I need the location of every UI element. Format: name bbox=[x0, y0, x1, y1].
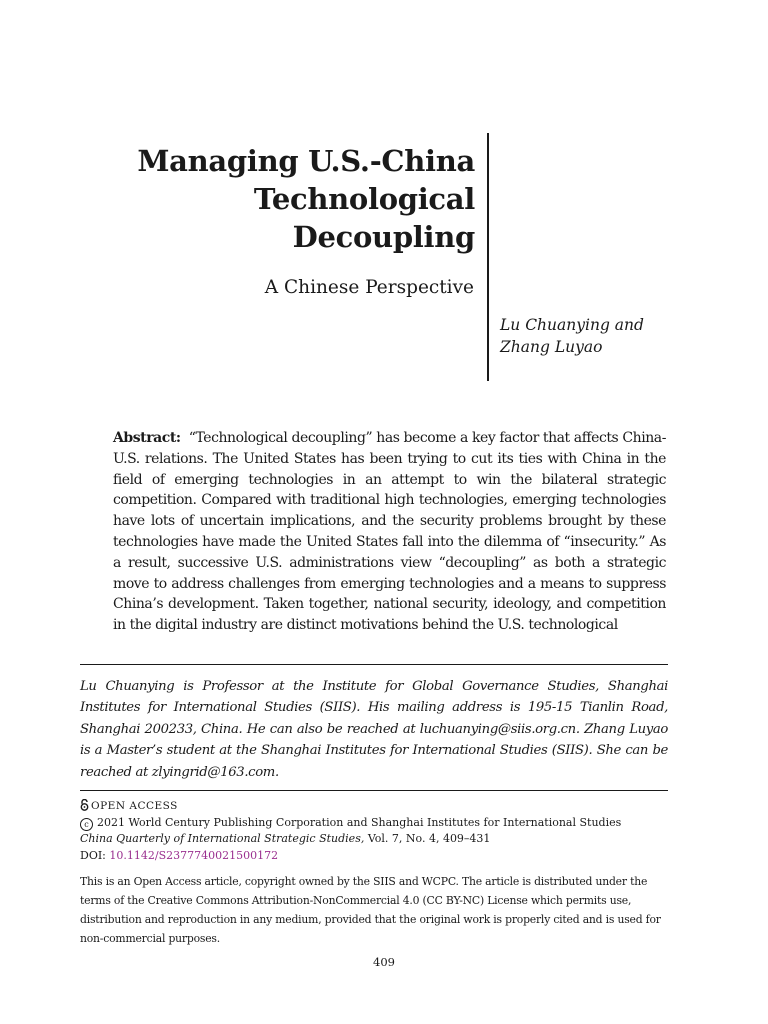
author-bio: Lu Chuanying is Professor at the Institute for Global Governance Studies, Shanghai Institutes for International Studies (SIIS). His mailing address is 195-15 Tianlin Road, Shanghai 200233, China. He can also be reached at luchuanying@siis.org.cn. Zhang Luyao is a Master’s student at the Shanghai Institutes for International Studies (SIIS). She can be reached at zlyingrid@163.com. bbox=[80, 679, 668, 780]
article-subtitle: A Chinese Perspective bbox=[264, 277, 474, 298]
article-authors: Lu Chuanying and Zhang Luyao bbox=[500, 316, 644, 356]
page-number: 409 bbox=[373, 955, 395, 969]
doi-line bbox=[80, 848, 680, 865]
open-access-line bbox=[80, 798, 680, 815]
journal-name: China Quarterly of International Strategic Studies, bbox=[80, 832, 365, 845]
abstract-label: Abstract: bbox=[113, 430, 181, 446]
open-access-lock-icon bbox=[80, 799, 89, 811]
publication-divider bbox=[80, 790, 668, 791]
abstract bbox=[113, 428, 666, 636]
license-text: This is an Open Access article, copyright owned by the SIIS and WCPC. The article is distributed under the terms of the Creative Commons Attribution-NonCommercial 4.0 (CC BY-NC) License which permits use, distribution and reproduction in any medium, provided that the original work is properly cited and is used for non-commercial purposes. bbox=[80, 875, 661, 945]
publication-info bbox=[80, 798, 680, 864]
title-divider bbox=[487, 133, 489, 381]
journal-volume: Vol. 7, No. 4, 409–431 bbox=[364, 832, 491, 845]
doi-link[interactable]: 10.1142/S2377740021500172 bbox=[109, 848, 279, 862]
copyright-text: 2021 World Century Publishing Corporation and Shanghai Institutes for International Studies bbox=[97, 815, 622, 829]
title-block bbox=[100, 142, 475, 256]
open-access-label: OPEN ACCESS bbox=[91, 800, 178, 812]
abstract-text: “Technological decoupling” has become a key factor that affects China-U.S. relations. The United States has been trying to cut its ties with China in the field of emerging technologies in an attempt to win the bilateral strategic competition. Compared with traditional high technologies, emerging technologies have lots of uncertain implications, and the security problems brought by these technologies have made the United States fall into the dilemma of “insecurity.” As a result, successive U.S. administrations view “decoupling” as both a strategic move to address challenges from emerging technologies and a means to suppress China’s development. Taken together, national security, ideology, and competition in the digital industry are distinct motivations behind the U.S. technological bbox=[113, 430, 666, 634]
citation-line bbox=[80, 831, 680, 848]
article-title: Managing U.S.-China Technological Decoupling bbox=[137, 144, 475, 254]
doi-label: DOI: bbox=[80, 848, 110, 862]
copyright-icon: c bbox=[80, 818, 93, 831]
copyright-line bbox=[80, 815, 680, 832]
footnote-divider bbox=[80, 664, 668, 665]
